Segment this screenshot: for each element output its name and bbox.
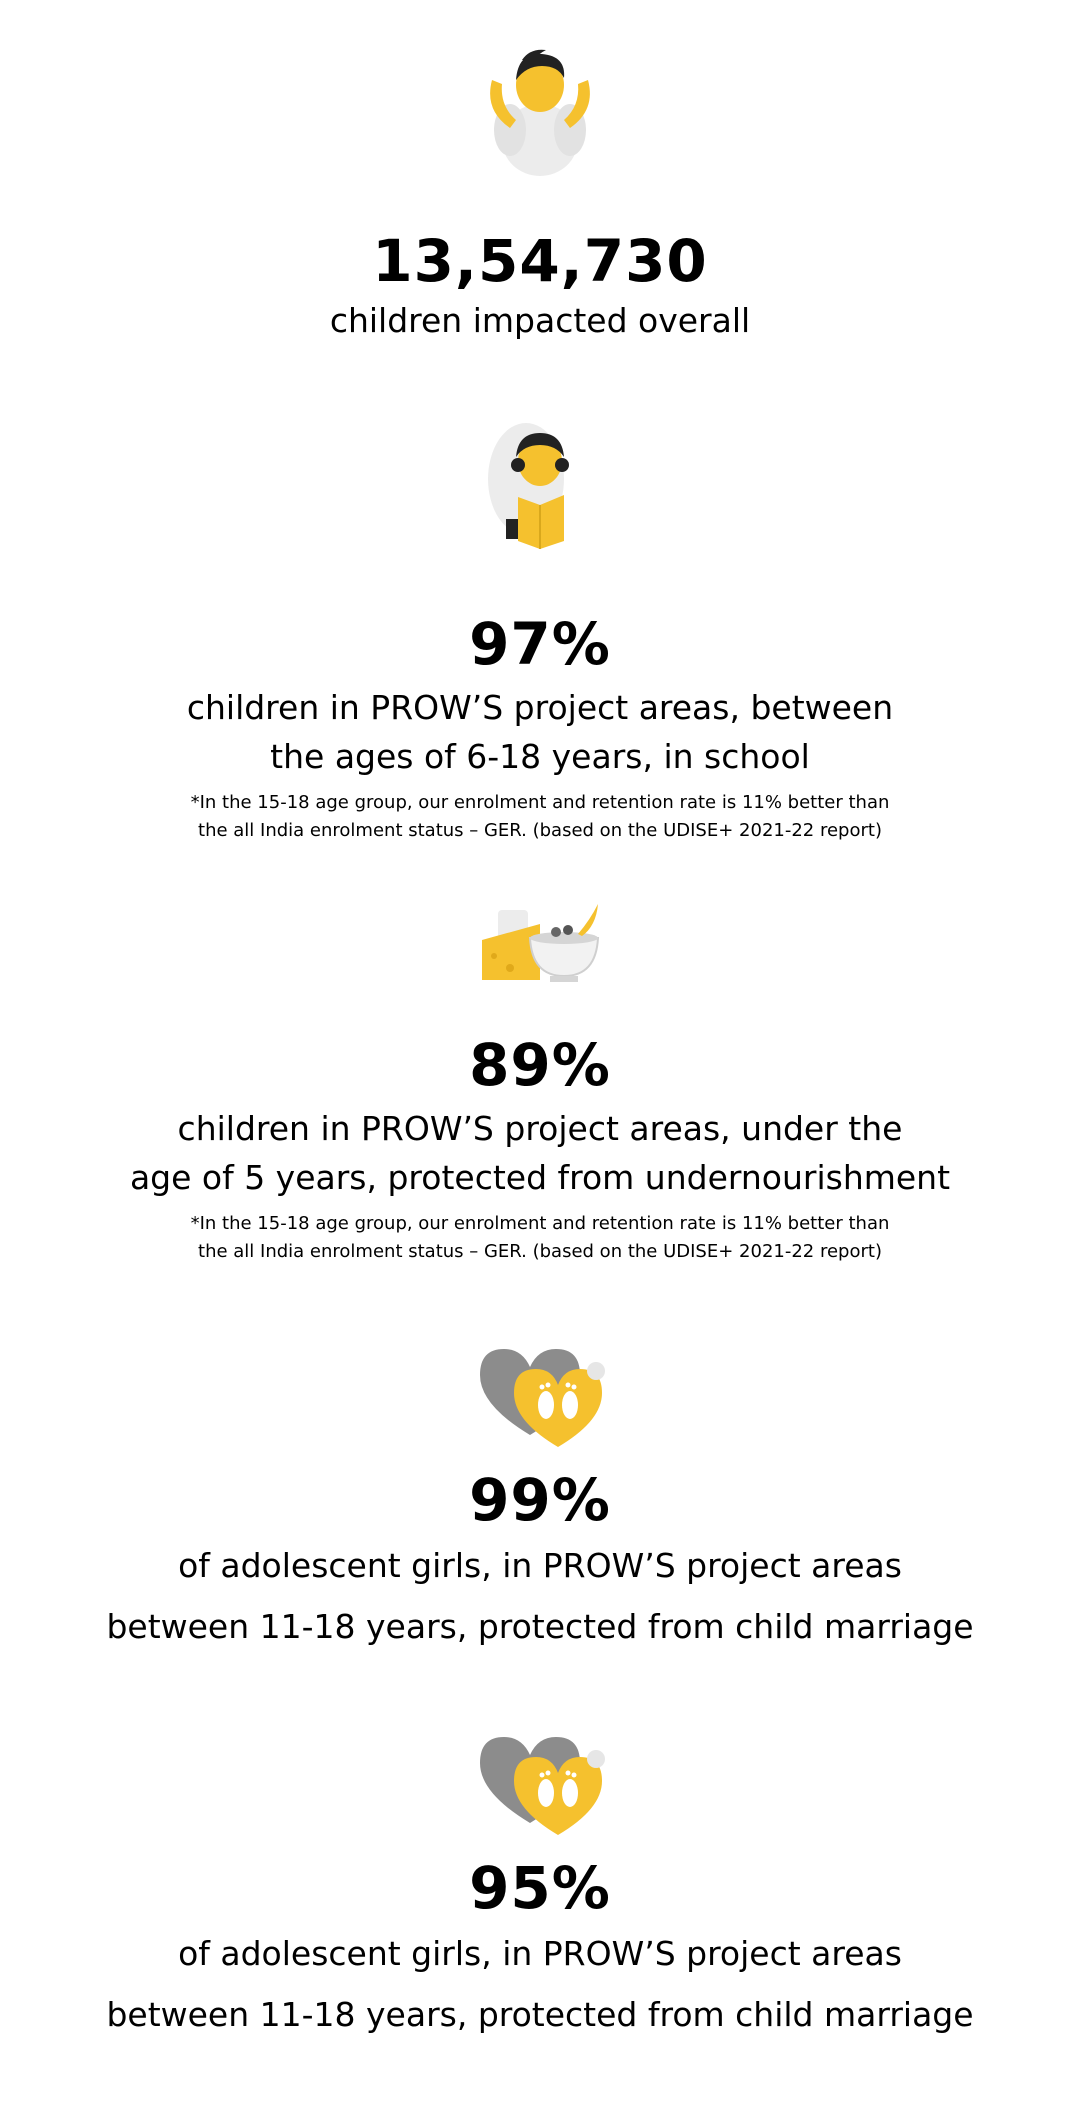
footnote-line: the all India enrolment status – GER. (based on the UDISE+ 2021-22 report) (198, 820, 882, 841)
footnote-line: *In the 15-18 age group, our enrolment and retention rate is 11% better than (190, 792, 890, 813)
description-line: children in PROW’S project areas, between (186, 688, 894, 727)
description-line: children in PROW’S project areas, under the (177, 1109, 903, 1148)
description-line: age of 5 years, protected from undernourishment (129, 1158, 951, 1197)
description-line: the ages of 6-18 years, in school (270, 737, 810, 776)
stat-description (0, 296, 1080, 345)
hearts-footprints-icon (470, 1723, 610, 1843)
footnote-line: *In the 15-18 age group, our enrolment and retention rate is 11% better than (190, 1213, 890, 1234)
footnote-line: the all India enrolment status – GER. (based on the UDISE+ 2021-22 report) (198, 1241, 882, 1262)
hearts-footprints-icon (470, 1335, 610, 1455)
stat-value: 13,54,730 (372, 227, 708, 295)
stat-description (0, 1535, 1080, 1657)
stat-description (0, 1923, 1080, 2045)
stat-footnote (0, 789, 1080, 845)
stat-value: 89% (469, 1031, 611, 1099)
description-line: of adolescent girls, in PROW’S project areas (178, 1934, 902, 1973)
stat-child-marriage-95 (0, 1723, 1080, 2045)
stat-value: 95% (469, 1854, 611, 1922)
stat-value: 99% (469, 1466, 611, 1534)
child-arms-raised-icon (470, 40, 610, 180)
girl-reading-book-icon (470, 415, 610, 555)
stat-description (0, 683, 1080, 781)
description-line: children impacted overall (329, 301, 751, 340)
food-bowl-cheese-icon (470, 890, 610, 990)
stat-child-marriage-99 (0, 1335, 1080, 1657)
stat-value: 97% (469, 610, 611, 678)
stat-undernourishment (0, 890, 1080, 1266)
description-line: of adolescent girls, in PROW’S project areas (178, 1546, 902, 1585)
description-line: between 11-18 years, protected from child marriage (106, 1607, 974, 1646)
stat-children-in-school (0, 415, 1080, 845)
stat-description (0, 1104, 1080, 1202)
description-line: between 11-18 years, protected from child marriage (106, 1995, 974, 2034)
stat-children-impacted (0, 40, 1080, 345)
stat-footnote (0, 1210, 1080, 1266)
